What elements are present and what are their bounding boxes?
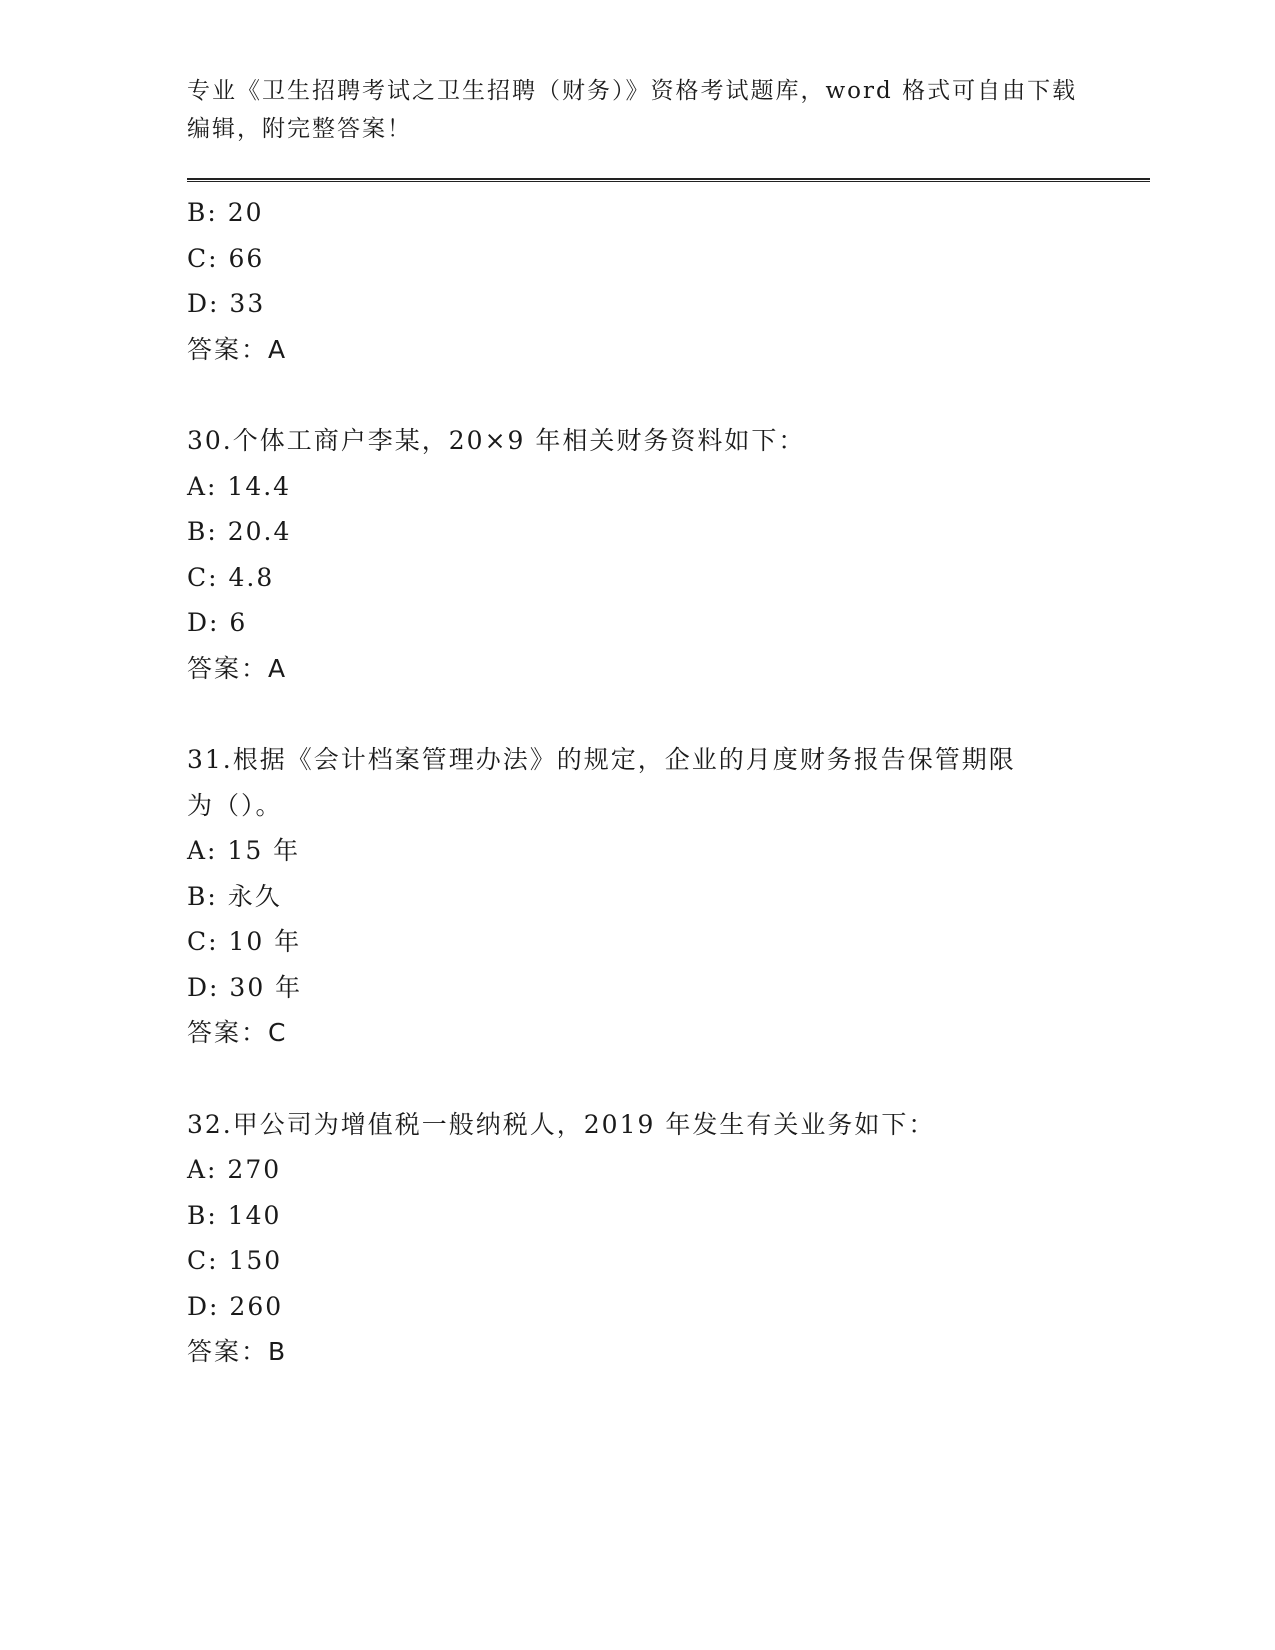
question-text-line-1: 31.根据《会计档案管理办法》的规定，企业的月度财务报告保管期限: [187, 745, 1016, 774]
header-divider: [187, 178, 1150, 182]
question-block-31: [187, 737, 1087, 1056]
answer-line: 答案：A: [187, 653, 288, 683]
option-b: B: 140: [187, 1200, 282, 1230]
option-a: A: 15 年: [187, 836, 301, 865]
option-d: D: 6: [187, 608, 248, 637]
option-d: D: 33: [187, 289, 266, 318]
question-block-32: [187, 1102, 1087, 1375]
option-d: D: 30 年: [187, 972, 303, 1002]
answer-line: 答案：B: [187, 1337, 288, 1366]
option-b: B: 20: [187, 198, 264, 227]
option-d: D: 260: [187, 1291, 284, 1321]
option-c: C: 4.8: [187, 562, 275, 592]
document-header: [187, 72, 1087, 148]
spacer: [187, 372, 1087, 418]
option-c: C: 66: [187, 243, 265, 273]
spacer: [187, 1056, 1087, 1102]
option-c: C: 10 年: [187, 927, 302, 956]
header-line-2: 编辑，附完整答案！: [187, 116, 412, 142]
option-b: B: 永久: [187, 881, 282, 911]
question-text: 30.个体工商户李某，20×9 年相关财务资料如下：: [187, 426, 806, 455]
answer-line: 答案：A: [187, 334, 288, 364]
question-text: 32.甲公司为增值税一般纳税人，2019 年发生有关业务如下：: [187, 1109, 936, 1139]
question-text-line-2: 为（）。: [187, 790, 283, 820]
spacer: [187, 691, 1087, 737]
option-c: C: 150: [187, 1246, 283, 1275]
question-block-30: [187, 418, 1087, 691]
question-list: [187, 190, 1087, 1375]
option-a: A: 14.4: [187, 471, 292, 501]
option-b: B: 20.4: [187, 517, 292, 546]
header-line-1: 专业《卫生招聘考试之卫生招聘（财务）》资格考试题库，word 格式可自由下载: [187, 78, 1078, 104]
question-block-29: [187, 190, 1087, 372]
option-a: A: 270: [187, 1155, 282, 1184]
answer-line: 答案：C: [187, 1018, 288, 1047]
